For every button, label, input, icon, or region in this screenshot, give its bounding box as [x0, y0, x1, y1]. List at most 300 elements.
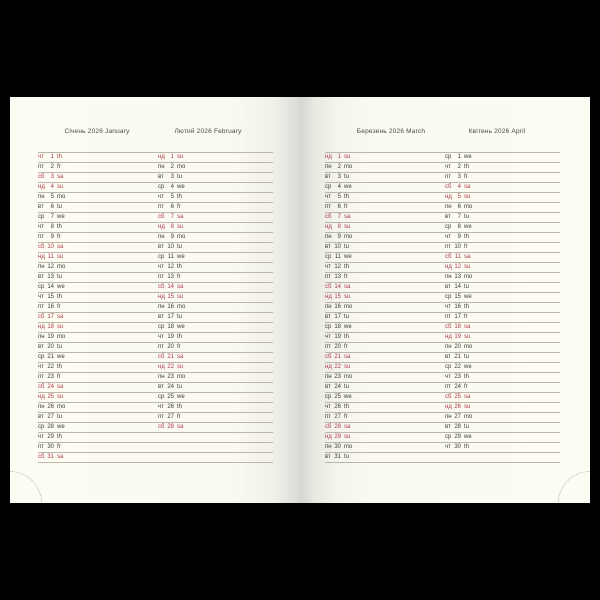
day-abbrev-ukrainian: ср [38, 284, 45, 290]
day-abbrev-english: we [57, 214, 65, 220]
day-number: 3 [457, 174, 461, 180]
day-cell [325, 293, 350, 302]
calendar-row [325, 433, 560, 443]
day-abbrev-english: fr [464, 244, 468, 250]
day-cell [158, 413, 181, 422]
day-number: 29 [454, 434, 461, 440]
day-number: 10 [167, 244, 174, 250]
day-cell [445, 443, 469, 452]
day-number: 22 [334, 364, 341, 370]
day-abbrev-english: tu [344, 454, 350, 460]
day-cell [38, 413, 62, 422]
day-abbrev-ukrainian: нд [158, 294, 165, 300]
day-abbrev-english: tu [57, 414, 63, 420]
day-number: 16 [167, 304, 174, 310]
day-abbrev-english: mo [344, 234, 353, 240]
day-number: 30 [47, 444, 54, 450]
day-cell [445, 333, 470, 342]
day-abbrev-ukrainian: нд [445, 404, 452, 410]
day-abbrev-ukrainian: нд [445, 334, 452, 340]
day-number: 5 [337, 194, 341, 200]
day-abbrev-english: th [464, 444, 470, 450]
day-abbrev-ukrainian: пт [325, 414, 331, 420]
day-cell [158, 313, 182, 322]
day-number: 31 [47, 454, 54, 460]
day-cell [158, 243, 182, 252]
calendar-row [325, 193, 560, 203]
day-abbrev-ukrainian: пн [38, 194, 45, 200]
day-cell [38, 303, 61, 312]
day-abbrev-ukrainian: нд [38, 394, 45, 400]
day-cell [325, 423, 350, 432]
day-cell [325, 413, 348, 422]
day-cell [38, 333, 65, 342]
day-cell [325, 353, 350, 362]
day-abbrev-english: tu [464, 284, 470, 290]
day-number: 3 [337, 174, 341, 180]
day-abbrev-ukrainian: сб [158, 354, 165, 360]
day-abbrev-ukrainian: вт [445, 284, 451, 290]
calendar-row [38, 213, 273, 223]
day-number: 20 [334, 344, 341, 350]
day-abbrev-english: tu [464, 354, 470, 360]
calendar-row [38, 343, 273, 353]
day-abbrev-english: fr [344, 344, 348, 350]
day-number: 20 [47, 344, 54, 350]
day-number: 15 [47, 294, 54, 300]
day-number: 25 [454, 394, 461, 400]
calendar-row [38, 153, 273, 163]
calendar-row [325, 293, 560, 303]
day-number: 25 [167, 394, 174, 400]
day-abbrev-english: su [464, 264, 471, 270]
day-number: 10 [47, 244, 54, 250]
day-abbrev-ukrainian: сб [158, 424, 165, 430]
day-cell [38, 363, 62, 372]
day-cell [158, 383, 182, 392]
day-cell [158, 283, 183, 292]
day-number: 5 [50, 194, 54, 200]
day-abbrev-ukrainian: пн [445, 204, 452, 210]
day-cell [325, 243, 349, 252]
day-cell [325, 153, 350, 162]
day-number: 4 [170, 184, 174, 190]
day-number: 19 [454, 334, 461, 340]
calendar-row [38, 373, 273, 383]
day-abbrev-ukrainian: сб [325, 424, 332, 430]
day-abbrev-ukrainian: вт [158, 314, 164, 320]
day-cell [445, 403, 470, 412]
day-cell [158, 363, 183, 372]
calendar-row [325, 163, 560, 173]
day-abbrev-english: su [464, 404, 471, 410]
calendar-row [325, 283, 560, 293]
day-number: 1 [170, 154, 174, 160]
day-cell [445, 183, 470, 192]
day-abbrev-english: sa [344, 424, 351, 430]
calendar-row [38, 413, 273, 423]
day-cell [158, 343, 181, 352]
day-abbrev-english: we [464, 364, 472, 370]
day-abbrev-english: we [464, 294, 472, 300]
day-abbrev-english: th [464, 234, 470, 240]
day-number: 11 [454, 254, 461, 260]
day-abbrev-english: sa [344, 354, 351, 360]
day-number: 7 [457, 214, 461, 220]
calendar-row [38, 353, 273, 363]
day-cell [445, 243, 468, 252]
day-abbrev-english: tu [57, 274, 63, 280]
calendar-row [38, 183, 273, 193]
day-abbrev-english: sa [57, 384, 64, 390]
day-number: 21 [47, 354, 54, 360]
day-abbrev-english: mo [464, 344, 473, 350]
calendar-row [38, 363, 273, 373]
calendar-grid-right-page [325, 152, 560, 463]
day-abbrev-ukrainian: ср [445, 294, 452, 300]
day-abbrev-english: su [177, 224, 184, 230]
calendar-row [38, 253, 273, 263]
day-cell [38, 193, 65, 202]
day-number: 1 [337, 154, 341, 160]
day-cell [325, 223, 350, 232]
day-cell [325, 403, 349, 412]
calendar-row [325, 453, 560, 463]
day-cell [158, 393, 185, 402]
calendar-row [325, 393, 560, 403]
day-abbrev-ukrainian: пн [38, 334, 45, 340]
calendar-row [38, 283, 273, 293]
day-cell [158, 193, 182, 202]
day-number: 15 [454, 294, 461, 300]
day-number: 29 [334, 434, 341, 440]
calendar-row [38, 273, 273, 283]
day-cell [325, 183, 352, 192]
day-abbrev-ukrainian: нд [325, 364, 332, 370]
day-abbrev-ukrainian: вт [325, 454, 331, 460]
day-number: 4 [50, 184, 54, 190]
day-number: 23 [334, 374, 341, 380]
day-number: 19 [167, 334, 174, 340]
day-cell [38, 283, 65, 292]
day-abbrev-english: fr [344, 274, 348, 280]
day-abbrev-english: mo [57, 404, 66, 410]
day-abbrev-english: th [177, 334, 183, 340]
day-abbrev-english: fr [57, 444, 61, 450]
day-abbrev-ukrainian: пт [38, 234, 44, 240]
day-abbrev-ukrainian: сб [158, 214, 165, 220]
day-abbrev-ukrainian: нд [38, 254, 45, 260]
day-number: 14 [334, 284, 341, 290]
day-cell [158, 163, 185, 172]
day-number: 26 [167, 404, 174, 410]
day-cell [38, 253, 63, 262]
day-abbrev-ukrainian: нд [38, 324, 45, 330]
day-number: 18 [167, 324, 174, 330]
day-abbrev-ukrainian: пт [325, 274, 331, 280]
day-cell [38, 343, 62, 352]
day-number: 28 [47, 424, 54, 430]
day-number: 2 [50, 164, 54, 170]
day-cell [445, 223, 472, 232]
day-abbrev-ukrainian: ср [445, 224, 452, 230]
day-number: 8 [457, 224, 461, 230]
day-cell [445, 213, 469, 222]
day-abbrev-ukrainian: пн [325, 374, 332, 380]
day-abbrev-ukrainian: ср [325, 394, 332, 400]
day-abbrev-english: su [177, 364, 184, 370]
day-cell [38, 353, 65, 362]
day-abbrev-english: th [177, 264, 183, 270]
day-number: 11 [47, 254, 54, 260]
day-abbrev-ukrainian: пт [38, 374, 44, 380]
day-abbrev-english: su [57, 254, 64, 260]
day-cell [38, 243, 63, 252]
day-abbrev-ukrainian: пт [445, 174, 451, 180]
day-cell [445, 433, 472, 442]
day-cell [158, 173, 182, 182]
day-number: 11 [167, 254, 174, 260]
day-abbrev-english: fr [177, 204, 181, 210]
day-number: 5 [170, 194, 174, 200]
day-abbrev-ukrainian: ср [325, 324, 332, 330]
calendar-row [325, 253, 560, 263]
day-abbrev-ukrainian: пт [158, 204, 164, 210]
day-number: 23 [454, 374, 461, 380]
calendar-row [38, 203, 273, 213]
day-abbrev-english: su [464, 194, 471, 200]
day-cell [38, 373, 61, 382]
day-number: 17 [334, 314, 341, 320]
day-abbrev-english: su [57, 394, 64, 400]
calendar-row [38, 323, 273, 333]
day-abbrev-english: fr [57, 374, 61, 380]
day-number: 9 [457, 234, 461, 240]
day-abbrev-english: tu [177, 314, 183, 320]
day-abbrev-english: we [344, 394, 352, 400]
day-number: 5 [457, 194, 461, 200]
day-abbrev-english: fr [57, 234, 61, 240]
day-abbrev-ukrainian: пт [38, 304, 44, 310]
day-abbrev-english: fr [177, 414, 181, 420]
day-abbrev-english: fr [464, 174, 468, 180]
day-abbrev-english: th [344, 264, 350, 270]
day-abbrev-ukrainian: ср [38, 354, 45, 360]
day-number: 20 [454, 344, 461, 350]
day-abbrev-english: we [464, 224, 472, 230]
day-cell [158, 253, 185, 262]
day-number: 15 [334, 294, 341, 300]
day-abbrev-english: sa [177, 214, 184, 220]
day-cell [445, 203, 472, 212]
day-number: 2 [170, 164, 174, 170]
day-abbrev-english: we [344, 324, 352, 330]
day-number: 24 [167, 384, 174, 390]
day-abbrev-ukrainian: пн [158, 234, 165, 240]
day-abbrev-english: tu [57, 344, 63, 350]
day-abbrev-english: tu [344, 384, 350, 390]
day-abbrev-ukrainian: нд [325, 154, 332, 160]
day-cell [445, 353, 469, 362]
day-abbrev-english: tu [464, 424, 470, 430]
day-abbrev-english: tu [344, 244, 350, 250]
month-header-march: Березень 2026 March [356, 128, 426, 135]
day-number: 31 [334, 454, 341, 460]
day-abbrev-ukrainian: сб [445, 394, 452, 400]
day-abbrev-ukrainian: вт [325, 384, 331, 390]
day-number: 24 [334, 384, 341, 390]
calendar-row [325, 343, 560, 353]
day-cell [158, 233, 185, 242]
day-abbrev-ukrainian: ср [158, 184, 165, 190]
day-number: 24 [454, 384, 461, 390]
calendar-row [38, 303, 273, 313]
calendar-row [38, 403, 273, 413]
day-abbrev-ukrainian: ср [38, 214, 45, 220]
day-abbrev-ukrainian: пт [158, 274, 164, 280]
day-number: 13 [454, 274, 461, 280]
day-abbrev-ukrainian: вт [325, 244, 331, 250]
day-abbrev-english: we [344, 184, 352, 190]
day-cell [158, 303, 185, 312]
day-cell [445, 323, 470, 332]
day-cell [38, 233, 61, 242]
day-cell [445, 253, 470, 262]
day-number: 18 [334, 324, 341, 330]
day-abbrev-ukrainian: чт [325, 404, 331, 410]
day-number: 12 [47, 264, 54, 270]
calendar-row [325, 353, 560, 363]
day-abbrev-english: th [57, 364, 63, 370]
day-cell [325, 273, 348, 282]
day-number: 7 [50, 214, 54, 220]
day-cell [38, 153, 62, 162]
day-number: 21 [167, 354, 174, 360]
day-abbrev-english: mo [344, 304, 353, 310]
day-number: 1 [457, 154, 461, 160]
day-abbrev-english: we [464, 154, 472, 160]
day-abbrev-english: sa [57, 174, 64, 180]
day-abbrev-ukrainian: пн [325, 164, 332, 170]
day-abbrev-english: fr [344, 414, 348, 420]
day-abbrev-ukrainian: чт [325, 334, 331, 340]
day-number: 6 [457, 204, 461, 210]
day-cell [158, 223, 183, 232]
day-number: 14 [47, 284, 54, 290]
day-cell [445, 383, 468, 392]
day-cell [445, 273, 472, 282]
day-number: 26 [47, 404, 54, 410]
calendar-row [325, 323, 560, 333]
day-abbrev-ukrainian: чт [158, 194, 164, 200]
day-abbrev-ukrainian: пн [158, 374, 165, 380]
day-number: 17 [47, 314, 54, 320]
day-cell [325, 313, 349, 322]
day-abbrev-ukrainian: чт [38, 154, 44, 160]
day-abbrev-english: sa [177, 354, 184, 360]
day-abbrev-ukrainian: ср [158, 254, 165, 260]
day-abbrev-ukrainian: чт [38, 224, 44, 230]
day-abbrev-english: tu [344, 314, 350, 320]
day-abbrev-ukrainian: вт [325, 314, 331, 320]
day-abbrev-ukrainian: чт [445, 234, 451, 240]
calendar-row [325, 413, 560, 423]
day-number: 24 [47, 384, 54, 390]
day-abbrev-ukrainian: нд [445, 194, 452, 200]
day-abbrev-ukrainian: вт [38, 344, 44, 350]
day-cell [158, 213, 183, 222]
day-abbrev-ukrainian: пн [445, 274, 452, 280]
day-abbrev-english: th [57, 154, 63, 160]
calendar-row [325, 403, 560, 413]
day-abbrev-english: we [177, 254, 185, 260]
day-number: 9 [50, 234, 54, 240]
day-abbrev-ukrainian: сб [325, 354, 332, 360]
day-abbrev-english: mo [177, 234, 186, 240]
day-abbrev-ukrainian: сб [38, 384, 45, 390]
day-abbrev-english: su [177, 154, 184, 160]
day-abbrev-ukrainian: ср [445, 154, 452, 160]
day-number: 13 [47, 274, 54, 280]
calendar-row [325, 273, 560, 283]
day-abbrev-ukrainian: чт [38, 294, 44, 300]
day-abbrev-ukrainian: пн [445, 414, 452, 420]
day-abbrev-ukrainian: сб [325, 214, 332, 220]
day-number: 10 [454, 244, 461, 250]
day-cell [325, 333, 349, 342]
day-number: 6 [50, 204, 54, 210]
day-abbrev-ukrainian: чт [38, 434, 44, 440]
day-number: 27 [167, 414, 174, 420]
day-number: 22 [47, 364, 54, 370]
calendar-row [325, 243, 560, 253]
day-cell [325, 323, 352, 332]
calendar-grid-left-page [38, 152, 273, 463]
day-number: 9 [337, 234, 341, 240]
day-cell [158, 263, 182, 272]
day-abbrev-english: su [344, 154, 351, 160]
day-number: 12 [167, 264, 174, 270]
day-cell [38, 443, 61, 452]
day-cell [325, 203, 348, 212]
day-cell [158, 153, 183, 162]
day-abbrev-english: sa [464, 184, 471, 190]
day-abbrev-english: we [177, 184, 185, 190]
day-abbrev-english: sa [464, 254, 471, 260]
day-cell [445, 193, 470, 202]
day-cell [158, 183, 185, 192]
calendar-row [325, 233, 560, 243]
day-abbrev-ukrainian: пн [38, 404, 45, 410]
day-abbrev-english: th [464, 374, 470, 380]
day-number: 2 [457, 164, 461, 170]
day-abbrev-english: mo [177, 304, 186, 310]
calendar-row [38, 263, 273, 273]
day-abbrev-english: th [344, 404, 350, 410]
calendar-row [325, 223, 560, 233]
day-abbrev-ukrainian: сб [38, 454, 45, 460]
day-abbrev-ukrainian: пт [445, 314, 451, 320]
day-abbrev-ukrainian: пт [445, 384, 451, 390]
day-cell [38, 453, 63, 462]
day-abbrev-english: we [57, 424, 65, 430]
day-cell [38, 383, 63, 392]
day-abbrev-english: we [464, 434, 472, 440]
day-abbrev-ukrainian: ср [38, 424, 45, 430]
day-abbrev-english: mo [344, 164, 353, 170]
day-abbrev-ukrainian: сб [445, 324, 452, 330]
day-cell [445, 173, 468, 182]
